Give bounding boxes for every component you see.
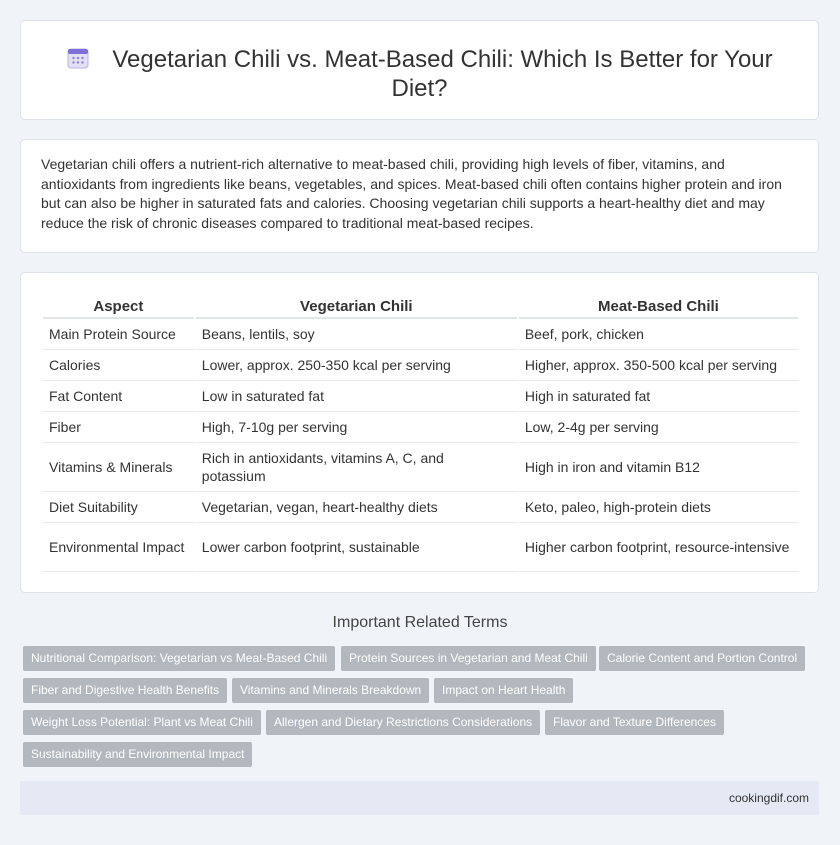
table-row	[43, 412, 798, 443]
table-cell: Vegetarian, vegan, heart-healthy diets	[196, 492, 517, 523]
table-row	[43, 443, 798, 492]
comparison-card	[20, 272, 819, 593]
table-cell: Environmental Impact	[43, 523, 194, 572]
related-terms-title: Important Related Terms	[332, 614, 508, 631]
table-cell: Higher, approx. 350-500 kcal per serving	[519, 350, 798, 381]
table-cell: Beef, pork, chicken	[519, 319, 798, 350]
table-cell: High, 7-10g per serving	[196, 412, 517, 443]
comparison-table	[41, 295, 800, 572]
table-row	[43, 523, 798, 572]
related-tag[interactable]: Fiber and Digestive Health Benefits	[23, 678, 227, 703]
table-row	[43, 319, 798, 350]
calendar-icon	[66, 46, 90, 70]
intro-card	[20, 139, 819, 253]
table-row	[43, 381, 798, 412]
table-cell: Calories	[43, 350, 194, 381]
table-cell: Beans, lentils, soy	[196, 319, 517, 350]
intro-paragraph: Vegetarian chili offers a nutrient-rich alternative to meat-based chili, providing high levels of fiber, vitamins, and antioxidants from ingredients like beans, vegetables, and spices. Meat-based chili often contains higher protein and iron but can also be higher in saturated fats and calories. Choosing vegetarian chili supports a heart-healthy diet and may reduce the risk of chronic diseases compared to traditional meat-based recipes.	[41, 156, 782, 231]
table-cell: Lower carbon footprint, sustainable	[196, 523, 517, 572]
table-row	[43, 492, 798, 523]
header-vegetarian: Vegetarian Chili	[196, 295, 517, 319]
related-tag[interactable]: Calorie Content and Portion Control	[599, 646, 805, 671]
header-aspect: Aspect	[43, 295, 194, 319]
table-cell: Diet Suitability	[43, 492, 194, 523]
page-title: Vegetarian Chili vs. Meat-Based Chili: Which Is Better for Your Diet?	[112, 46, 773, 102]
table-row	[43, 350, 798, 381]
related-tag[interactable]: Flavor and Texture Differences	[545, 710, 724, 735]
table-cell: Rich in antioxidants, vitamins A, C, and potassium	[196, 443, 517, 492]
related-tag[interactable]: Impact on Heart Health	[434, 678, 573, 703]
table-cell: High in saturated fat	[519, 381, 798, 412]
table-cell: Higher carbon footprint, resource-intensive	[519, 523, 798, 572]
table-cell: Low, 2-4g per serving	[519, 412, 798, 443]
related-tag[interactable]: Allergen and Dietary Restrictions Considerations	[266, 710, 540, 735]
related-tag[interactable]: Protein Sources in Vegetarian and Meat Chili	[341, 646, 596, 671]
header-meat: Meat-Based Chili	[519, 295, 798, 319]
table-cell: Fiber	[43, 412, 194, 443]
table-cell: Low in saturated fat	[196, 381, 517, 412]
page-title-wrap	[21, 45, 818, 103]
related-tag[interactable]: Vitamins and Minerals Breakdown	[232, 678, 429, 703]
related-tag[interactable]: Sustainability and Environmental Impact	[23, 742, 252, 767]
table-cell: Keto, paleo, high-protein diets	[519, 492, 798, 523]
table-cell: Main Protein Source	[43, 319, 194, 350]
footer	[20, 781, 819, 815]
header-card	[20, 20, 819, 120]
table-cell: Fat Content	[43, 381, 194, 412]
table-header-row	[43, 295, 798, 319]
table-cell: Lower, approx. 250-350 kcal per serving	[196, 350, 517, 381]
related-tag[interactable]: Weight Loss Potential: Plant vs Meat Chili	[23, 710, 261, 735]
table-cell: Vitamins & Minerals	[43, 443, 194, 492]
related-tag[interactable]: Nutritional Comparison: Vegetarian vs Meat-Based Chili	[23, 646, 335, 671]
footer-site-link[interactable]: cookingdif.com	[728, 791, 809, 805]
table-cell: High in iron and vitamin B12	[519, 443, 798, 492]
